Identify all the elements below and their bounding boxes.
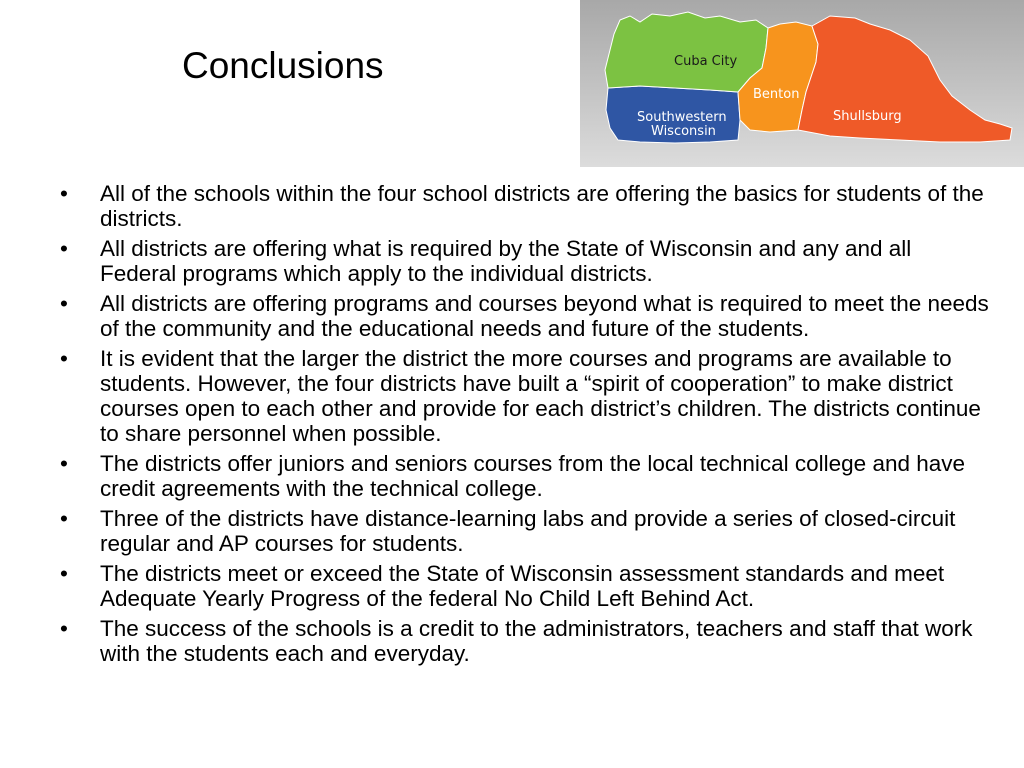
slide-title: Conclusions (182, 45, 384, 86)
district-map (580, 0, 1024, 167)
bullet-item: • The success of the schools is a credit to the administrators, teachers and staff that work with the students each and everyday. (60, 616, 990, 666)
bullet-item: • All districts are offering what is required by the State of Wisconsin and any and all Federal programs which apply to the individual districts. (60, 236, 990, 286)
bullet-item: • All districts are offering programs and courses beyond what is required to meet the needs of the community and the educational needs and future of the students. (60, 291, 990, 341)
bullet-item: • It is evident that the larger the district the more courses and programs are available to students. However, the four districts have built a “spirit of cooperation” to make district courses open to each other and provide for each district’s children. The districts continue to share personnel when possible. (60, 346, 990, 446)
bullet-item: • Three of the districts have distance-learning labs and provide a series of closed-circuit regular and AP courses for students. (60, 506, 990, 556)
bullet-item: • The districts meet or exceed the State of Wisconsin assessment standards and meet Adequate Yearly Progress of the federal No Child Left Behind Act. (60, 561, 990, 611)
map-label-benton: Benton (753, 87, 800, 102)
map-label-wisconsin: Wisconsin (651, 124, 716, 139)
conclusions-list (60, 181, 990, 671)
map-region-cuba-city (605, 12, 768, 92)
bullet-item: • The districts offer juniors and seniors courses from the local technical college and have credit agreements with the technical college. (60, 451, 990, 501)
map-label-shullsburg: Shullsburg (833, 109, 902, 124)
map-region-shullsburg (798, 16, 1012, 142)
map-label-cuba-city: Cuba City (674, 54, 738, 69)
map-label-southwestern: Southwestern (637, 110, 727, 125)
district-map-graphic (580, 0, 1024, 167)
bullet-item: • All of the schools within the four school districts are offering the basics for students of the districts. (60, 181, 990, 231)
